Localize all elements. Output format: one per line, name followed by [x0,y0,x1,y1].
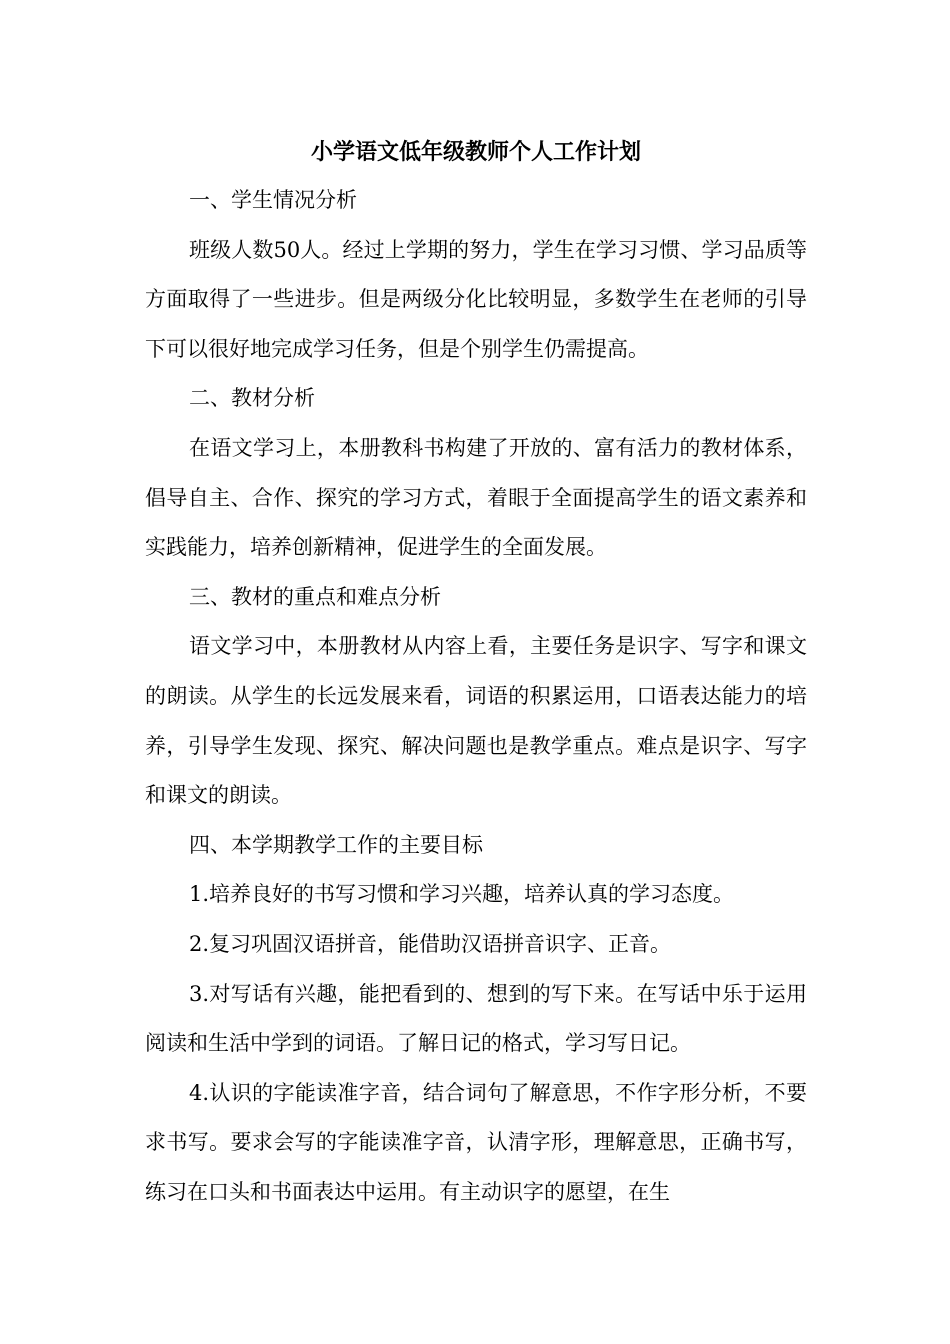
goal-item-3: 3.对写话有兴趣，能把看到的、想到的写下来。在写话中乐于运用阅读和生活中学到的词语。了解日记的格式，学习写日记。 [145,981,807,1056]
document-title: 小学语文低年级教师个人工作计划 [310,139,641,165]
paragraph-student-analysis: 班级人数50人。经过上学期的努力，学生在学习习惯、学习品质等方面取得了一些进步。但是两级分化比较明显，多数学生在老师的引导下可以很好地完成学习任务，但是个别学生仍需提高。 [145,237,807,361]
paragraph-key-points: 语文学习中，本册教材从内容上看，主要任务是识字、写字和课文的朗读。从学生的长远发展来看，词语的积累运用，口语表达能力的培养，引导学生发现、探究、解决问题也是教学重点。难点是识字、写字和课文的朗读。 [145,634,807,808]
section-heading-textbook-analysis: 二、教材分析 [189,386,315,411]
section-heading-student-analysis: 一、学生情况分析 [189,188,357,212]
goal-item-4: 4.认识的字能读准字音，结合词句了解意思，不作字形分析，不要求书写。要求会写的字能读准字音，认清字形，理解意思，正确书写，练习在口头和书面表达中运用。有主动识字的愿望，在生 [145,1080,807,1204]
paragraph-textbook-analysis: 在语文学习上，本册教科书构建了开放的、富有活力的教材体系，倡导自主、合作、探究的学习方式，着眼于全面提高学生的语文素养和实践能力，培养创新精神，促进学生的全面发展。 [145,435,807,560]
goal-item-2: 2.复习巩固汉语拼音，能借助汉语拼音识字、正音。 [189,931,672,956]
document-body [145,128,807,1217]
section-heading-key-points: 三、教材的重点和难点分析 [189,584,441,609]
goal-item-1: 1.培养良好的书写习惯和学习兴趣，培养认真的学习态度。 [189,882,735,907]
section-heading-goals: 四、本学期教学工作的主要目标 [189,832,483,857]
